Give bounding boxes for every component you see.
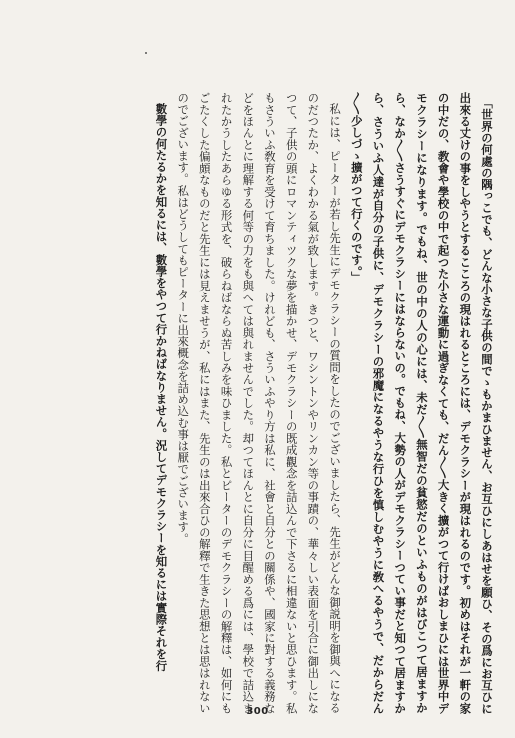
paper-speck-mark — [145, 52, 147, 54]
closing-paragraph: 數學の何たるかを知るには、數學をやつて行かねばなりません。況してデモクラシーを知るには實際それを行 — [154, 103, 169, 672]
quote-paragraph: 「世界の何處の隅っこでも、どんな小さな子供の間でゝもかまひません、お互ひにしあはせを願ひ、その爲にお互ひに出來る丈けの事をしやうとするこころの現はれるところには、デモクラシーが現はれるのです。初めはそれが一軒の家の中だの、教會や學校の中で起つた小さな運動に過ぎなくても、だん〳〵大きく擴がつて行けばおしまひには世界中デモクラシーになります。でもね、世の中の人の心には、未だ〳〵無智だの貧慾だのといふものがはびこつて居ますから、なか〳〵さうすぐにデモクラシーにはならないの。でもね、大勢の人がデモクラシーつてい事だと知つて居ますから、さういふ人達が自分の子供に、デモクラシーの邪魔になるやうな行ひを慎しむやうに敎へるやうで、だからだん〳〵少しづゝ擴がつて行くのです。」 — [349, 92, 494, 714]
page-number: 300 — [246, 706, 269, 717]
vertical-text-body — [15, 92, 497, 714]
body-paragraph: 私には、ピーターが若し先生にデモクラシーの質問をしたのでございましたら、先生がどんな御説明を御與へになるのだつたか、よくわかる氣が致します。きつと、ワシントンやリンカン等の事蹟の、華々しい表面を引合に御出しになつて、子供の頭にロマンティツクな夢を描かせ、デモクラシーの既成觀念を詰込んで下さるに相違ないと思ひます。私もさういふ敎育を受けて育ちました。けれども、さういふやり方は私に、社會と自分との關係や、國家に對する義務などをほんとに理解する何等の力をも與へては與れませんでした。却つてほんとに自分に目醒める爲には、學校で詰込まれたかうしたあらゆる形式を、破らねばならぬ苦しみを味ひました。私とピーターのデモクラシーの解釋は、如何にもごたくした偏頗なものだと先生には見えませうが、私にはまた、先生のは出來合ひの解釋で生きた思想とは思はれないのでございます。私はどうしてもピーターに出來概念を詰め込む事は厭でございます。 — [176, 92, 343, 714]
